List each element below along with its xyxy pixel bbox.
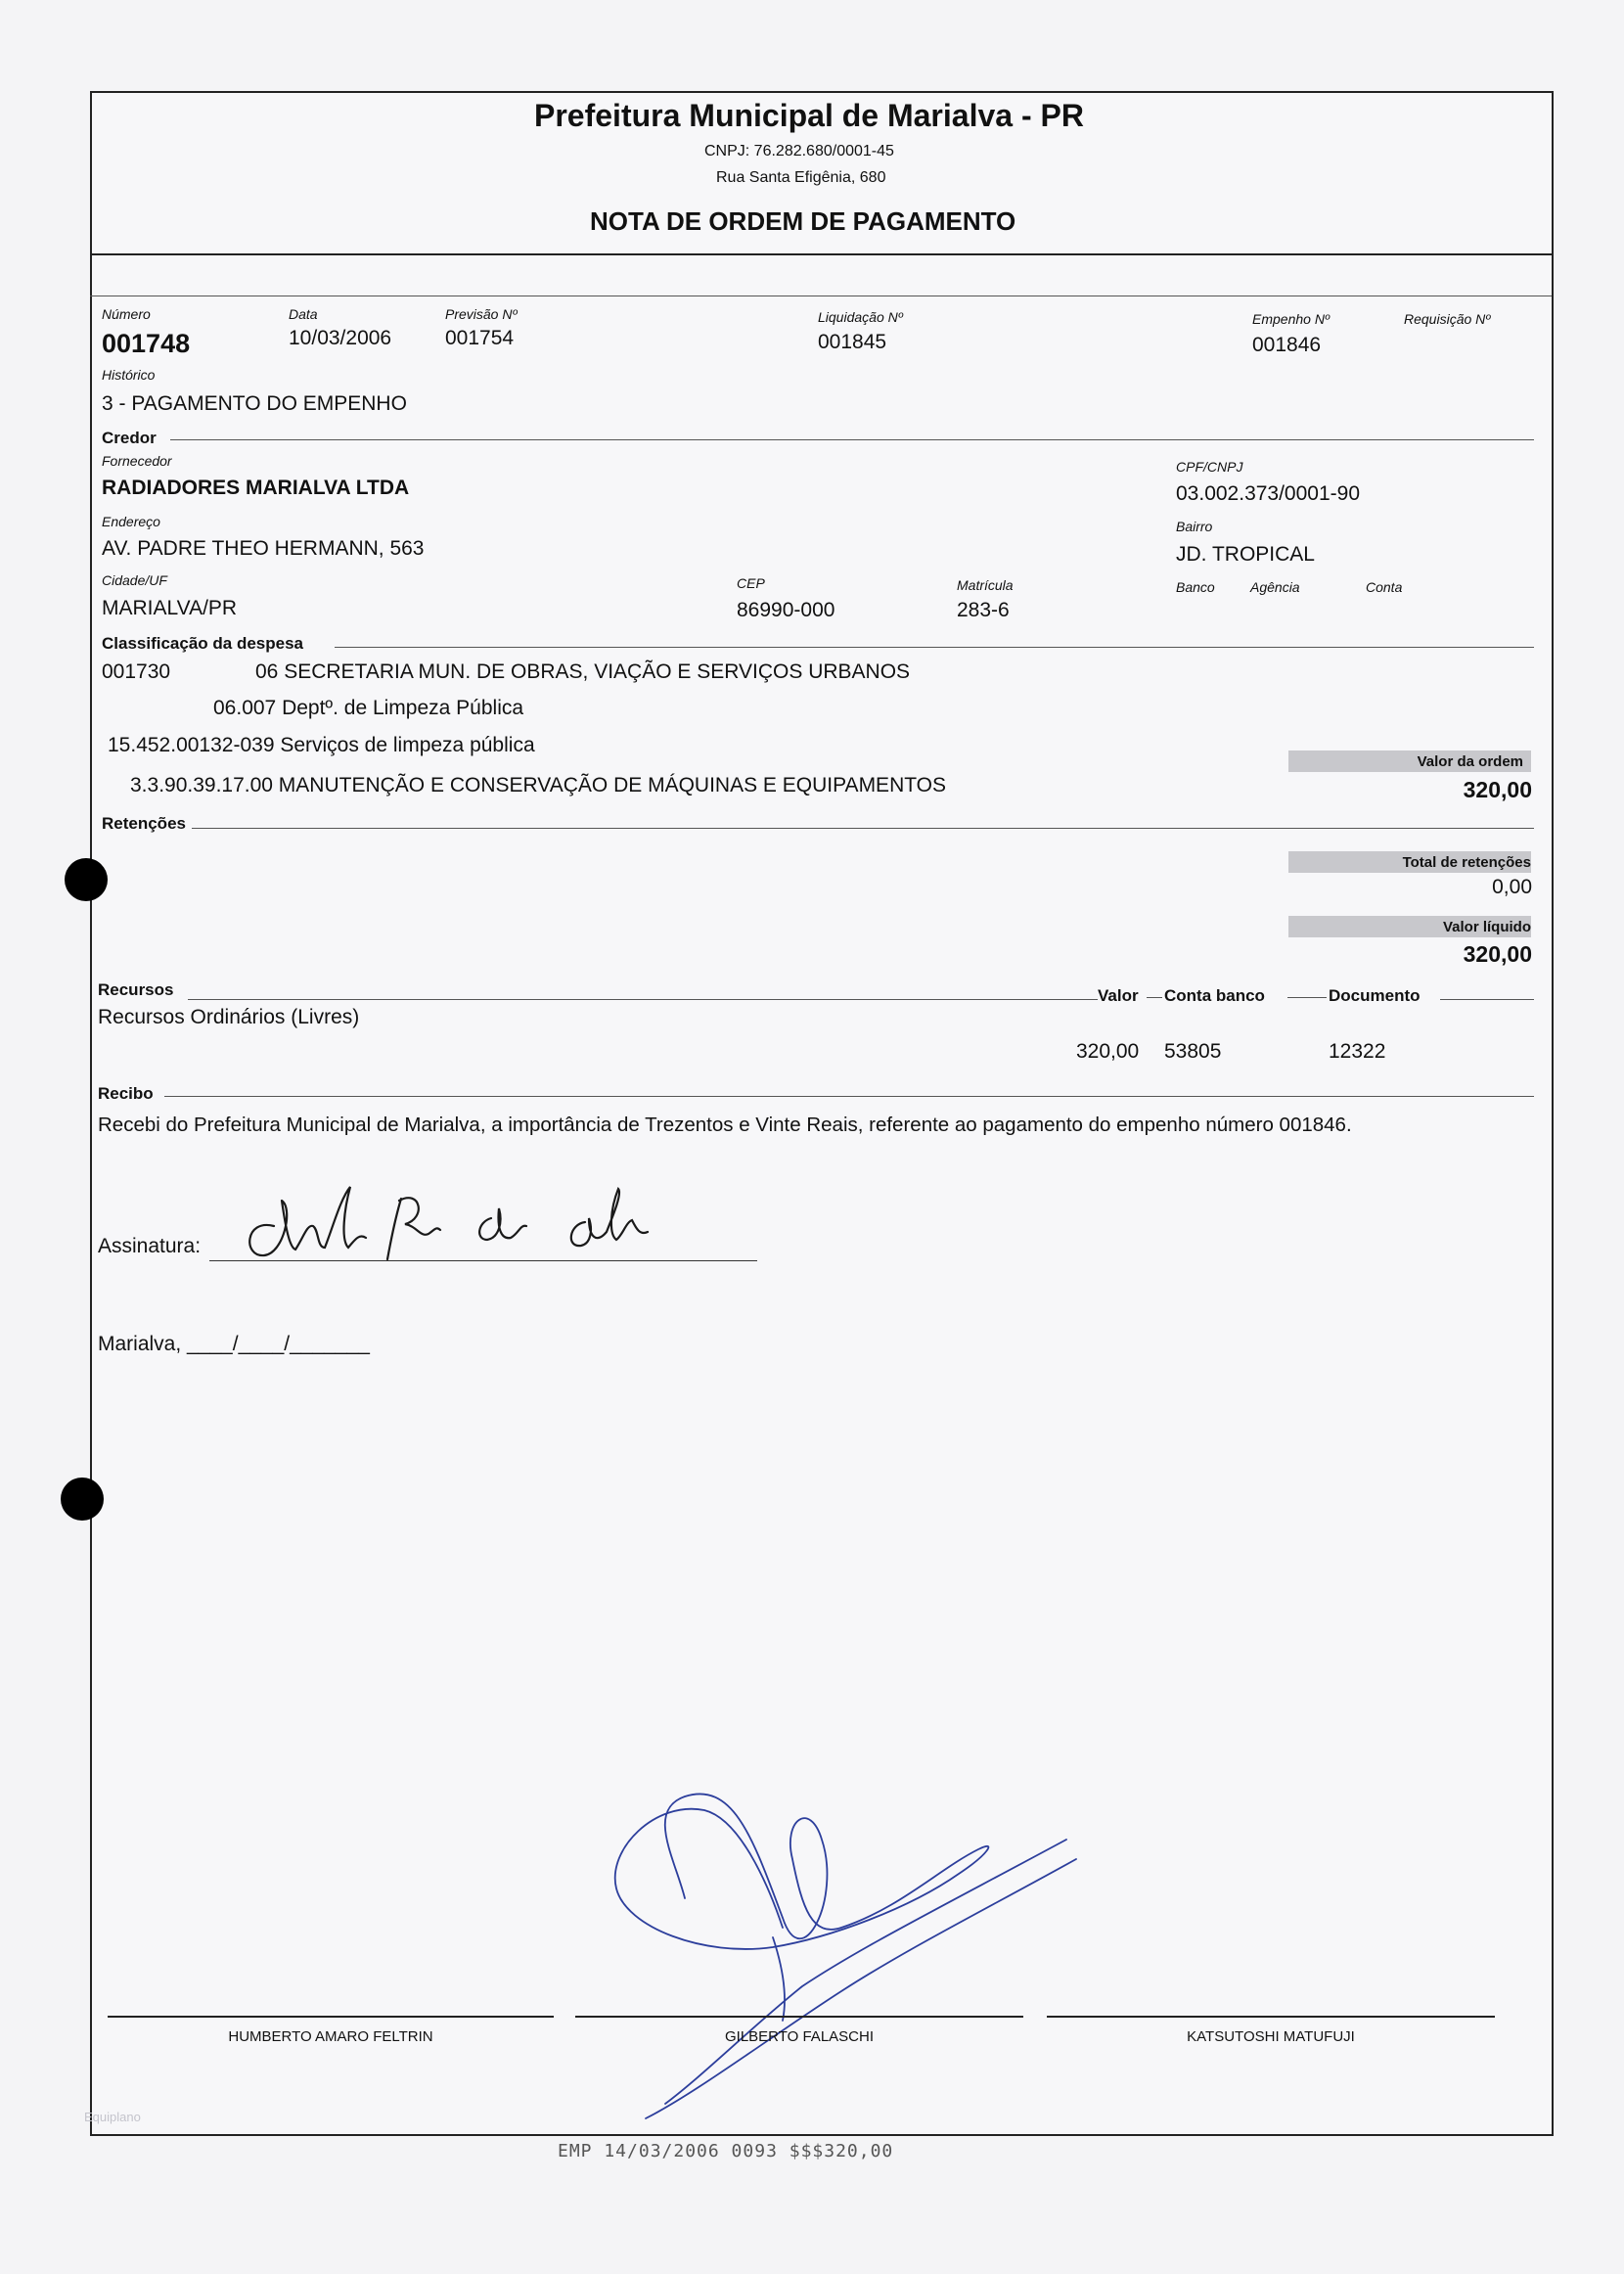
header-divider [90,253,1552,255]
conta-label: Conta [1366,579,1403,595]
doc-title: NOTA DE ORDEM DE PAGAMENTO [590,206,1016,236]
assinatura-label: Assinatura: [98,1235,202,1257]
recursos-valor-label: Valor [1098,986,1139,1005]
historico-value: 3 - PAGAMENTO DO EMPENHO [102,392,407,415]
banco-label: Banco [1176,579,1215,595]
recursos-line-2 [1147,997,1162,998]
total-retencoes-value: 0,00 [1492,876,1532,898]
recibo-section: Recibo [98,1084,154,1103]
matricula-label: Matrícula [957,577,1014,593]
liquidacao-label: Liquidação Nº [818,309,903,325]
matricula-value: 283-6 [957,599,1010,621]
signature-line-2 [575,2016,1023,2018]
signatory-3: KATSUTOSHI MATUFUJI [1187,2028,1355,2045]
retencoes-line [192,828,1534,829]
recibo-line [164,1096,1534,1097]
recursos-line-4 [1440,999,1534,1000]
valor-liquido-label: Valor líquido [1442,919,1531,935]
valor-ordem-label: Valor da ordem [1417,753,1523,770]
classificacao-code: 001730 [102,660,171,683]
address: Rua Santa Efigênia, 680 [716,169,886,186]
valor-liquido-value: 320,00 [1463,941,1532,967]
previsao-label: Previsão Nº [445,306,518,322]
cep-label: CEP [737,575,765,591]
signatory-2: GILBERTO FALASCHI [725,2028,874,2045]
cidade-value: MARIALVA/PR [102,597,238,619]
recursos-valor: 320,00 [1076,1040,1140,1063]
signatory-1: HUMBERTO AMARO FELTRIN [228,2028,433,2045]
fornecedor-value: RADIADORES MARIALVA LTDA [102,477,410,499]
numero-label: Número [102,306,151,322]
retencoes-section: Retenções [102,814,186,833]
place-date: Marialva, ____/____/_______ [98,1333,370,1355]
recursos-name: Recursos Ordinários (Livres) [98,1006,360,1028]
bairro-label: Bairro [1176,519,1213,534]
recursos-documento-label: Documento [1329,986,1421,1005]
recursos-section: Recursos [98,980,174,999]
recursos-conta-label: Conta banco [1164,986,1265,1005]
mechanical-stamp: EMP 14/03/2006 0093 $$$320,00 [558,2141,894,2161]
credor-line [170,439,1534,440]
empenho-label: Empenho Nº [1252,311,1331,327]
cep-value: 86990-000 [737,599,835,621]
recibo-text: Recebi do Prefeitura Municipal de Marialva, a importância de Trezentos e Vinte Reais, referente ao pagamento do empenho número 001846. [98,1114,1352,1136]
punch-hole-bottom [61,1478,104,1521]
fornecedor-label: Fornecedor [102,453,172,469]
valor-ordem-value: 320,00 [1463,777,1532,802]
recursos-conta: 53805 [1164,1040,1222,1063]
classificacao-line [335,647,1534,648]
classificacao-funcional: 15.452.00132-039 Serviços de limpeza pública [108,734,535,756]
cnpj: CNPJ: 76.282.680/0001-45 [704,143,894,159]
historico-label: Histórico [102,367,156,383]
handwritten-signature [235,1179,763,1267]
classificacao-unidade: 06.007 Deptº. de Limpeza Pública [213,697,524,719]
total-retencoes-label: Total de retenções [1402,854,1531,871]
agencia-label: Agência [1250,579,1300,595]
cidade-label: Cidade/UF [102,572,167,588]
official-signature [587,1781,1096,2133]
endereco-label: Endereço [102,514,160,529]
recursos-line [188,999,1098,1000]
classificacao-section: Classificação da despesa [102,634,304,653]
liquidacao-value: 001845 [818,331,887,353]
empenho-value: 001846 [1252,334,1322,356]
previsao-value: 001754 [445,327,515,349]
numero-value: 001748 [102,329,191,358]
signature-line-3 [1047,2016,1495,2018]
data-value: 10/03/2006 [289,327,392,349]
cpf-label: CPF/CNPJ [1176,459,1243,475]
requisicao-label: Requisição Nº [1404,311,1491,327]
data-label: Data [289,306,318,322]
software-watermark: Equiplano [84,2110,141,2124]
punch-hole-top [65,858,108,901]
bairro-value: JD. TROPICAL [1176,543,1315,566]
credor-section: Credor [102,429,157,447]
classificacao-natureza: 3.3.90.39.17.00 MANUTENÇÃO E CONSERVAÇÃO DE MÁQUINAS E EQUIPAMENTOS [130,774,947,796]
classificacao-orgao: 06 SECRETARIA MUN. DE OBRAS, VIAÇÃO E SERVIÇOS URBANOS [255,660,911,683]
cpf-value: 03.002.373/0001-90 [1176,482,1361,505]
page-title: Prefeitura Municipal de Marialva - PR [534,98,1084,133]
recursos-documento: 12322 [1329,1040,1386,1063]
recursos-line-3 [1287,997,1327,998]
signature-line-1 [108,2016,554,2018]
endereco-value: AV. PADRE THEO HERMANN, 563 [102,537,425,560]
